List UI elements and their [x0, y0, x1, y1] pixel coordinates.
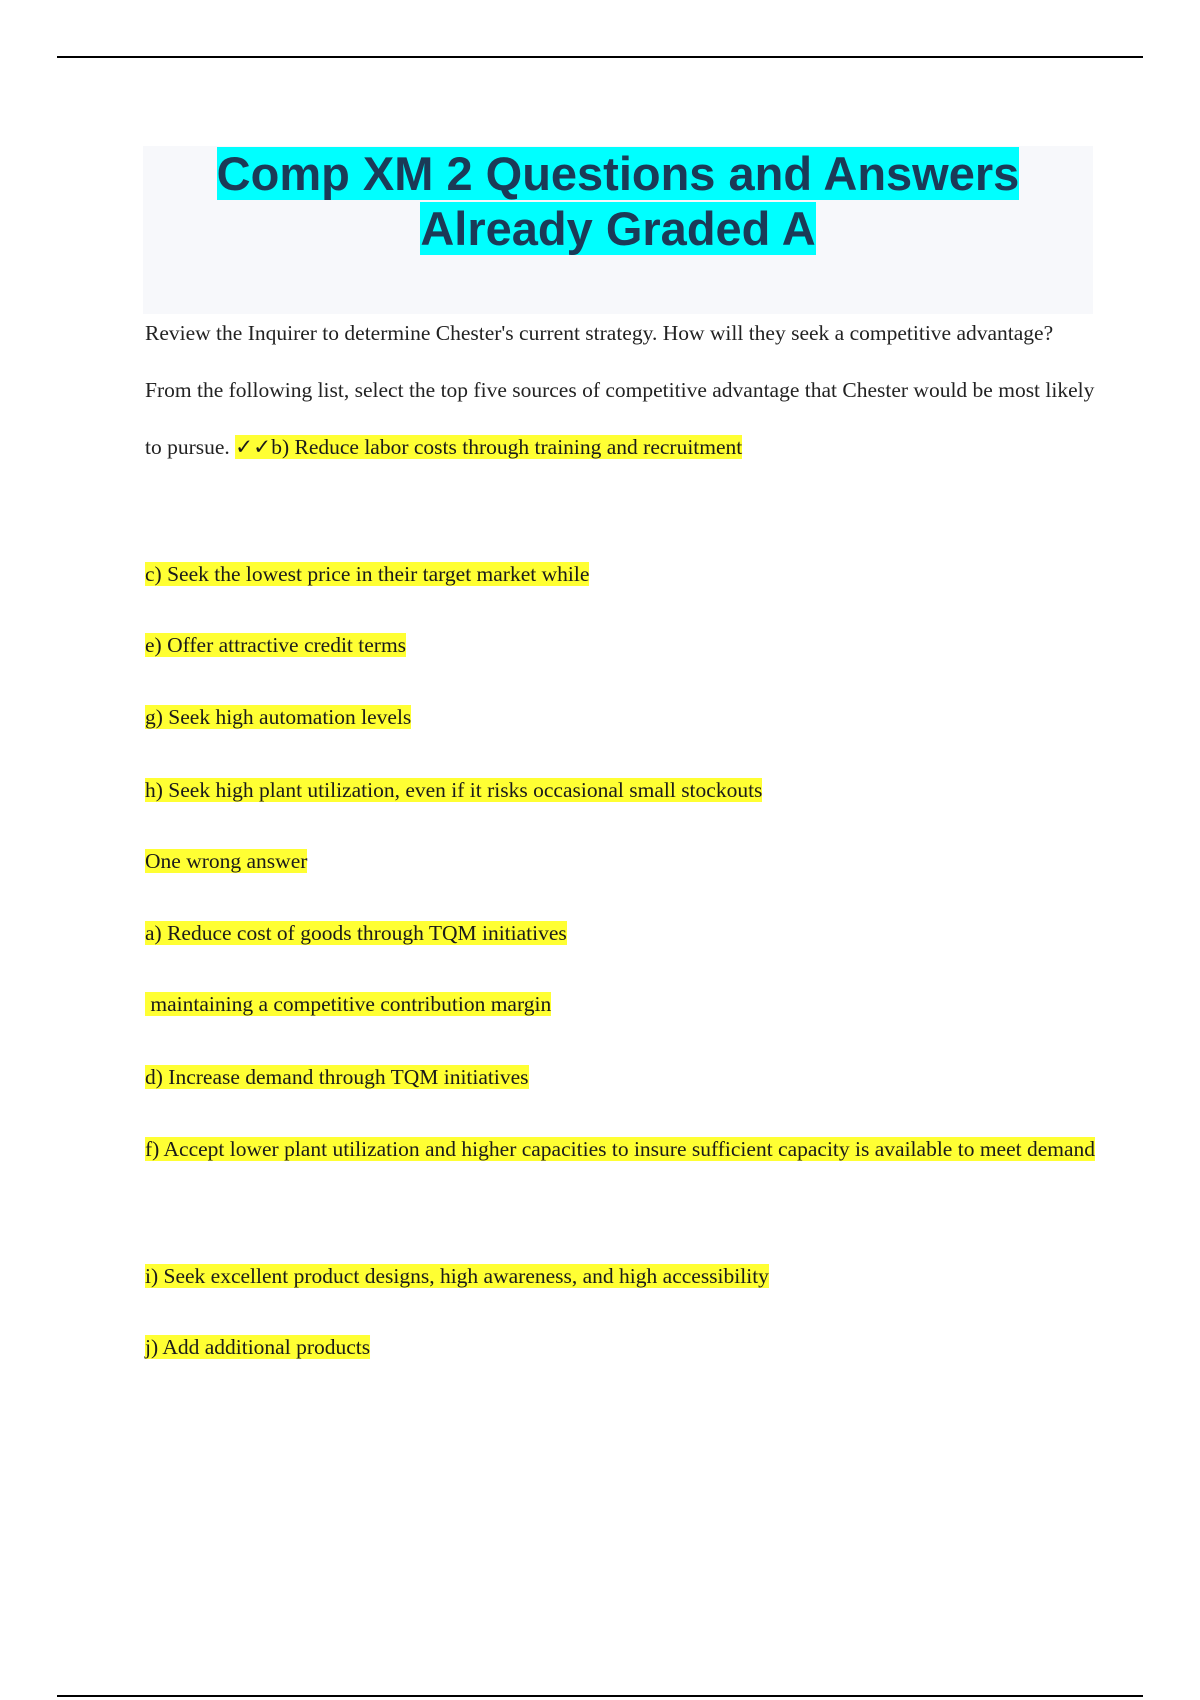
answer-item: c) Seek the lowest price in their target market while [145, 562, 590, 586]
answer-item: i) Seek excellent product designs, high awareness, and high accessibility [145, 1264, 769, 1288]
answer-text: b) Reduce labor costs through training and recruitment [271, 435, 743, 459]
answer-item: j) Add additional products [145, 1335, 371, 1359]
bottom-rule [57, 1695, 1143, 1697]
answer-item: g) Seek high automation levels [145, 705, 412, 729]
wrong-answer-note: One wrong answer [145, 849, 308, 873]
correct-answer-first [235, 435, 742, 459]
answer-item: h) Seek high plant utilization, even if it risks occasional small stockouts [145, 778, 763, 802]
answer-item: a) Reduce cost of goods through TQM initiatives [145, 921, 567, 945]
document-title: Comp XM 2 Questions and Answers Already Graded A [216, 147, 1020, 255]
answer-item: d) Increase demand through TQM initiatives [145, 1065, 529, 1089]
top-rule [57, 56, 1143, 58]
answer-item: maintaining a competitive contribution margin [145, 992, 552, 1016]
question-text: Review the Inquirer to determine Chester's current strategy. How will they seek a competitive advantage? From the following list, select the top five sources of competitive advantage that Chester would be most likely to pursue. [145, 321, 1095, 459]
question-paragraph [145, 305, 1095, 476]
answer-item: e) Offer attractive credit terms [145, 633, 407, 657]
check-mark-icon: ✓✓ [235, 435, 272, 459]
answer-item: f) Accept lower plant utilization and higher capacities to insure sufficient capacity is available to meet demand [145, 1137, 1096, 1161]
